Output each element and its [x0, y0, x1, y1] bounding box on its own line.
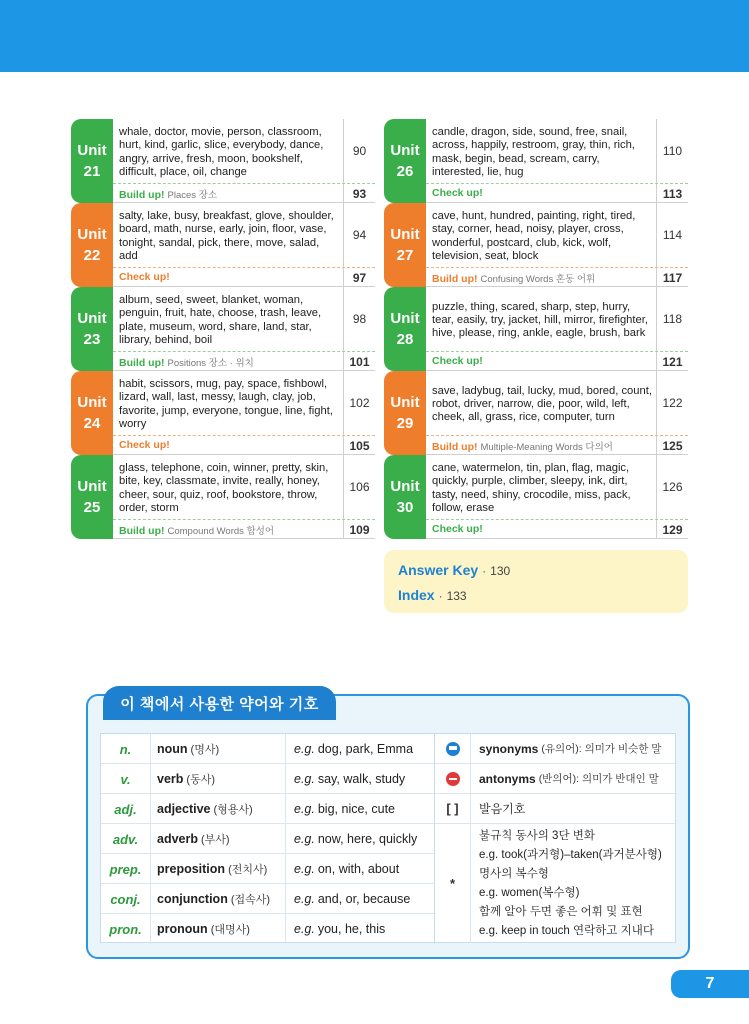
- term-korean: (접속사): [230, 894, 271, 906]
- subsection-label: [432, 271, 595, 285]
- unit-subsection: [113, 435, 375, 455]
- legend-title: 이 책에서 사용한 약어와 기호: [103, 686, 336, 720]
- example-words: now, here, quickly: [317, 832, 418, 846]
- unit-label: Unit: [77, 478, 107, 495]
- subsection-page-number: 93: [343, 184, 375, 203]
- unit-page-number: 102: [343, 371, 375, 435]
- subsection-label: [119, 523, 274, 537]
- unit-number: 26: [396, 163, 414, 180]
- subsection-label: [119, 439, 170, 451]
- subsection-label: [432, 523, 483, 535]
- abbreviation: adv.: [101, 824, 151, 854]
- subsection-topic: Confusing Words 혼동 어휘: [480, 274, 596, 285]
- unit-subsection: [426, 267, 688, 287]
- bracket-symbol: [ ]: [435, 794, 471, 823]
- subsection-page-number: 117: [656, 268, 688, 287]
- term-korean: (전치사): [228, 864, 268, 876]
- subsection-page-number: 129: [656, 520, 688, 539]
- unit-page-number: 106: [343, 455, 375, 519]
- unit-word-list: whale, doctor, movie, person, classroom, hurt, kind, garlic, slice, everybody, dance, angry, arrive, fresh, moon, bookshelf, difficult, place, oil, change: [119, 126, 324, 178]
- unit-badge: [384, 455, 426, 539]
- unit-word-list: salty, lake, busy, breakfast, glove, shoulder, board, math, nurse, early, join, floor, vase, tonight, sandal, pick, there, move, salad, add: [119, 210, 334, 262]
- synonyms-row: [435, 734, 677, 764]
- example-prefix: e.g.: [294, 892, 315, 906]
- example-words: you, he, this: [317, 922, 386, 936]
- unit-badge: [71, 455, 113, 539]
- abbreviation-example: [286, 854, 434, 884]
- unit-badge: [71, 371, 113, 455]
- term-english: noun: [157, 742, 188, 756]
- unit-badge: [384, 287, 426, 371]
- equals-circle-icon: [446, 742, 460, 756]
- unit-block: [384, 203, 688, 287]
- notes-row: [435, 824, 677, 943]
- unit-number: 25: [83, 499, 101, 516]
- subsection-page-number: 113: [656, 184, 688, 203]
- abbreviation-term: [151, 764, 286, 794]
- antonyms-desc: (반의어): 의미가 반대인 말: [538, 773, 659, 785]
- example-words: dog, park, Emma: [317, 742, 414, 756]
- abbreviation: v.: [101, 764, 151, 794]
- example-prefix: e.g.: [294, 832, 315, 846]
- unit-page-number: 114: [656, 203, 688, 267]
- unit-subsection: [113, 519, 375, 539]
- subsection-page-number: 125: [656, 436, 688, 455]
- note-line: e.g. took(과거형)–taken(과거분사형): [479, 848, 662, 861]
- index-page: 133: [446, 589, 467, 603]
- subsection-page-number: 97: [343, 268, 375, 287]
- subsection-title: Build up!: [432, 441, 478, 453]
- term-korean: (부사): [201, 834, 230, 846]
- term-english: adverb: [157, 832, 198, 846]
- subsection-title: Build up!: [119, 525, 165, 537]
- subsection-page-number: 121: [656, 352, 688, 371]
- note-line: 불규칙 동사의 3단 변화: [479, 829, 595, 842]
- unit-word-list: cane, watermelon, tin, plan, flag, magic, quickly, purple, climber, sleepy, ink, dirt, tasty, need, shiny, crocodile, miss, pack, follow, erase: [432, 462, 631, 514]
- example-words: big, nice, cute: [317, 802, 395, 816]
- legend-table: [100, 733, 676, 943]
- unit-subsection: [426, 351, 688, 371]
- subsection-title: Build up!: [119, 357, 165, 369]
- note-line: e.g. keep in touch 연락하고 지내다: [479, 924, 654, 937]
- abbreviation-list: [101, 734, 434, 944]
- term-korean: (명사): [190, 744, 220, 756]
- unit-badge: [71, 119, 113, 203]
- example-prefix: e.g.: [294, 922, 315, 936]
- term-english: pronoun: [157, 922, 208, 936]
- unit-subsection: [113, 267, 375, 287]
- unit-number: 23: [83, 331, 101, 348]
- unit-block: [71, 287, 375, 371]
- abbreviation: prep.: [101, 854, 151, 884]
- subsection-topic: Multiple-Meaning Words 다의어: [480, 442, 613, 453]
- subsection-title: Check up!: [432, 355, 483, 367]
- abbreviation-term: [151, 854, 286, 884]
- subsection-title: Build up!: [119, 189, 165, 201]
- abbreviation: pron.: [101, 914, 151, 944]
- page-number: 7: [671, 970, 749, 998]
- answer-key-box: [384, 550, 688, 613]
- synonyms-desc: (유의어): 의미가 비슷한 말: [541, 743, 662, 755]
- abbreviation-row: [101, 854, 434, 884]
- abbreviation-row: [101, 824, 434, 854]
- unit-label: Unit: [390, 394, 420, 411]
- answer-key-page: 130: [490, 564, 511, 578]
- top-banner: [0, 0, 749, 72]
- example-prefix: e.g.: [294, 772, 315, 786]
- answer-key-row[interactable]: [398, 558, 674, 583]
- term-english: adjective: [157, 802, 211, 816]
- unit-block: [384, 455, 688, 539]
- pronunciation-row: [435, 794, 677, 824]
- unit-page-number: 122: [656, 371, 688, 435]
- unit-page-number: 90: [343, 119, 375, 183]
- unit-block: [71, 371, 375, 455]
- abbreviation-example: [286, 914, 434, 944]
- antonyms-symbol: [435, 764, 471, 793]
- note-line: e.g. women(복수형): [479, 886, 580, 899]
- unit-number: 28: [396, 331, 414, 348]
- unit-block: [384, 287, 688, 371]
- unit-word-list: candle, dragon, side, sound, free, snail, across, happily, restroom, gray, thin, rich, mask, begin, bead, scream, carry, interested, lie, hug: [432, 126, 635, 178]
- abbreviation-example: [286, 764, 434, 794]
- units-column-right: [384, 119, 688, 539]
- unit-subsection: [426, 519, 688, 539]
- unit-label: Unit: [77, 394, 107, 411]
- unit-word-list: habit, scissors, mug, pay, space, fishbowl, lizard, wall, last, messy, laugh, clay, job, favorite, jump, everyone, tongue, line, fight, worry: [119, 378, 333, 430]
- unit-word-list: album, seed, sweet, blanket, woman, penguin, fruit, hate, choose, trash, leave, plate, museum, word, share, land, star, library, behind, boil: [119, 294, 322, 346]
- example-prefix: e.g.: [294, 802, 315, 816]
- unit-word-list: save, ladybug, tail, lucky, mud, bored, count, robot, driver, narrow, die, poor, wild, left, cheek, all, grass, rice, computer, turn: [432, 384, 652, 424]
- abbreviation-row: [101, 914, 434, 944]
- subsection-title: Check up!: [432, 523, 483, 535]
- unit-subsection: [113, 183, 375, 203]
- unit-badge: [384, 371, 426, 455]
- subsection-label: [119, 271, 170, 283]
- unit-block: [71, 203, 375, 287]
- term-korean: (형용사): [213, 804, 253, 816]
- abbreviation-term: [151, 734, 286, 764]
- abbreviation-example: [286, 884, 434, 914]
- unit-subsection: [113, 351, 375, 371]
- subsection-page-number: 105: [343, 436, 375, 455]
- subsection-title: Check up!: [432, 187, 483, 199]
- subsection-page-number: 101: [343, 352, 375, 371]
- unit-block: [71, 455, 375, 539]
- unit-label: Unit: [390, 478, 420, 495]
- note-line: 함께 알아 두면 좋은 어휘 및 표현: [479, 905, 643, 918]
- unit-page-number: 110: [656, 119, 688, 183]
- unit-block: [384, 371, 688, 455]
- unit-number: 21: [83, 163, 101, 180]
- subsection-title: Build up!: [432, 273, 478, 285]
- unit-subsection: [426, 183, 688, 203]
- unit-label: Unit: [77, 142, 107, 159]
- subsection-label: [119, 355, 254, 369]
- example-words: and, or, because: [317, 892, 411, 906]
- example-prefix: e.g.: [294, 742, 315, 756]
- unit-number: 22: [83, 247, 101, 264]
- unit-word-list: glass, telephone, coin, winner, pretty, skin, bite, key, classmate, invite, really, honey, cheer, sour, quiz, roof, bookstore, throw, order, storm: [119, 462, 329, 514]
- abbreviation: conj.: [101, 884, 151, 914]
- subsection-topic: Positions 장소 · 위치: [167, 358, 254, 369]
- index-label: Index: [398, 587, 435, 603]
- unit-page-number: 98: [343, 287, 375, 351]
- abbreviation: n.: [101, 734, 151, 764]
- antonyms-row: [435, 764, 677, 794]
- unit-number: 29: [396, 415, 414, 432]
- abbreviation-row: [101, 884, 434, 914]
- unit-word-list: cave, hunt, hundred, painting, right, tired, stay, corner, head, noisy, player, cross, wonderful, postcard, club, kick, wolf, television, seat, block: [432, 210, 636, 262]
- unit-page-number: 94: [343, 203, 375, 267]
- subsection-title: Check up!: [119, 271, 170, 283]
- abbreviation-example: [286, 824, 434, 854]
- unit-badge: [384, 119, 426, 203]
- separator-dot: ·: [438, 589, 443, 603]
- unit-page-number: 126: [656, 455, 688, 519]
- term-korean: (동사): [186, 774, 215, 786]
- unit-number: 24: [83, 415, 101, 432]
- separator-dot: ·: [482, 564, 487, 578]
- unit-block: [71, 119, 375, 203]
- abbreviation-example: [286, 794, 434, 824]
- note-line: 명사의 복수형: [479, 867, 549, 880]
- symbol-list: [434, 734, 677, 944]
- minus-circle-icon: [446, 772, 460, 786]
- subsection-page-number: 109: [343, 520, 375, 539]
- unit-label: Unit: [390, 310, 420, 327]
- term-english: preposition: [157, 862, 226, 876]
- example-prefix: e.g.: [294, 862, 315, 876]
- unit-page-number: 118: [656, 287, 688, 351]
- antonyms-term: antonyms: [479, 771, 536, 786]
- subsection-topic: Compound Words 합성어: [167, 526, 275, 537]
- abbreviation-row: [101, 794, 434, 824]
- unit-label: Unit: [77, 226, 107, 243]
- unit-word-list: puzzle, thing, scared, sharp, step, hurry, tear, easily, try, jacket, hill, mirror, firefighter, hive, please, ring, ankle, eagle, brush, bark: [432, 300, 648, 340]
- answer-key-label: Answer Key: [398, 562, 479, 578]
- unit-label: Unit: [77, 310, 107, 327]
- abbreviation-term: [151, 914, 286, 944]
- subsection-label: [432, 439, 613, 453]
- unit-label: Unit: [390, 142, 420, 159]
- synonyms-symbol: [435, 734, 471, 763]
- subsection-label: [432, 187, 483, 199]
- abbreviation-term: [151, 794, 286, 824]
- abbreviation-term: [151, 824, 286, 854]
- unit-block: [384, 119, 688, 203]
- abbreviation-example: [286, 734, 434, 764]
- abbreviation-row: [101, 764, 434, 794]
- unit-badge: [71, 203, 113, 287]
- subsection-label: [119, 187, 217, 201]
- example-words: on, with, about: [317, 862, 400, 876]
- unit-number: 30: [396, 499, 414, 516]
- abbreviation-term: [151, 884, 286, 914]
- abbreviation: adj.: [101, 794, 151, 824]
- unit-badge: [71, 287, 113, 371]
- example-words: say, walk, study: [317, 772, 406, 786]
- unit-badge: [384, 203, 426, 287]
- term-korean: (대명사): [210, 924, 250, 936]
- notes-text: [471, 824, 678, 943]
- synonyms-term: synonyms: [479, 741, 539, 756]
- index-row[interactable]: [398, 583, 674, 608]
- units-column-left: [71, 119, 375, 539]
- star-symbol: *: [435, 824, 471, 943]
- subsection-topic: Places 장소: [167, 190, 218, 201]
- subsection-title: Check up!: [119, 439, 170, 451]
- unit-subsection: [426, 435, 688, 455]
- unit-label: Unit: [390, 226, 420, 243]
- unit-number: 27: [396, 247, 414, 264]
- abbreviation-row: [101, 734, 434, 764]
- term-english: verb: [157, 772, 184, 786]
- term-english: conjunction: [157, 892, 228, 906]
- pronunciation-desc: 발음기호: [479, 802, 526, 816]
- subsection-label: [432, 355, 483, 367]
